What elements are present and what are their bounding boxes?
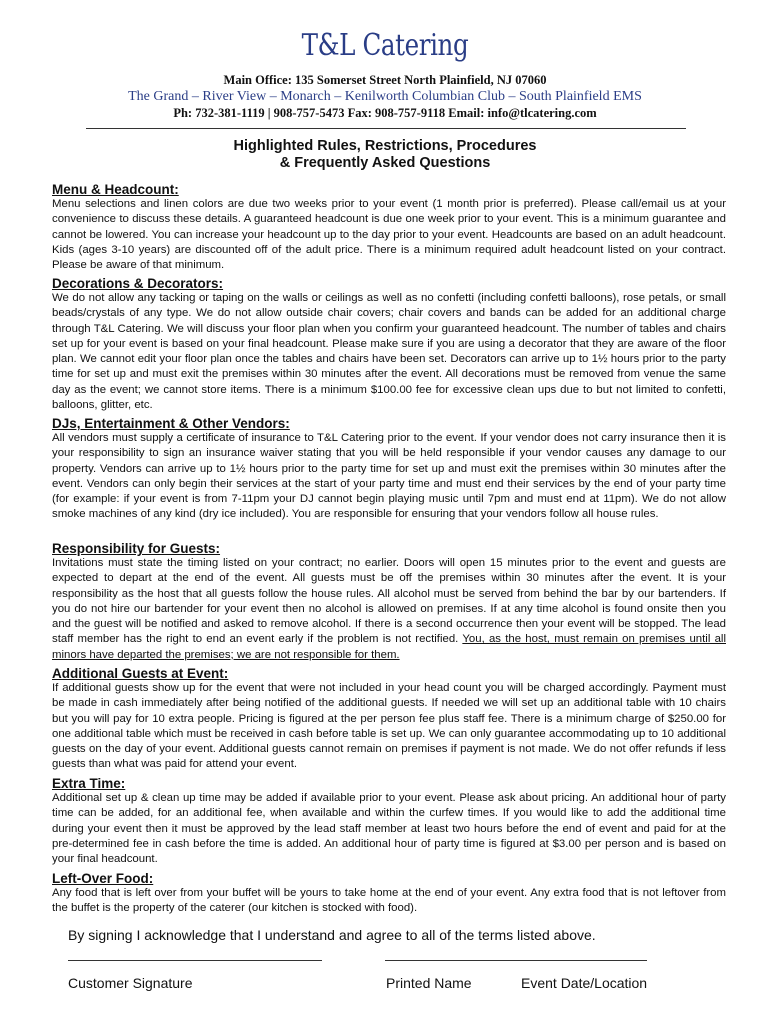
section-heading-additional-guests: Additional Guests at Event: [52,666,229,681]
document-title-line1: Highlighted Rules, Restrictions, Procedures [233,138,537,154]
section-body-leftover-food: Any food that is left over from your buffet will be yours to take home at the end of your event. Any extra food that is not leftover from the buffet is the property of the caterer (our kitchen is stocked with food). [52,887,726,915]
customer-signature-label: Customer Signature [68,975,193,991]
printed-name-date-line[interactable] [385,960,647,961]
section-heading-extra-time: Extra Time: [52,776,126,791]
customer-signature-line[interactable] [68,960,322,961]
guests-rules-text: Invitations must state the timing listed on your contract; no earlier. Doors will open 15 minutes prior to the event and guests are expected to depart at the end of the event. All guests must be off the premises within 30 minutes after the event. It is your responsibility as the host that all guests follow the house rules. All alcohol must be served from behind the bar by our bartenders. If you do not hire our bartender for your event then no alcohol is allowed on premises. If at any time alcohol is found onsite then you and the guest will be notified and asked to remove alcohol. If there is a second occurrence then your event will be stopped. The lead staff member has the right to end an event early if the problem is not rectified. [52,557,726,646]
section-heading-decorations: Decorations & Decorators: [52,276,224,291]
section-heading-guests: Responsibility for Guests: [52,541,221,556]
section-body-extra-time: Additional set up & clean up time may be added if available prior to your event. Please ask about pricing. An additional hour of party time can be added, for an additional fee, when available and within the curfew times. If you would like to add the additional time during your event then it must be approved by the lead staff member at least two hours before the end of event and paid for at the pre-determined fee in cash before the time is added. An additional hour of party time is figured at $3.00 per person and is based on your final headcount. [52,792,726,866]
section-heading-menu-headcount: Menu & Headcount: [52,182,179,197]
printed-name-label: Printed Name [386,975,472,991]
section-body-decorations: We do not allow any tacking or taping on the walls or ceilings as well as no confetti (including confetti balloons), rose petals, or small beads/crystals of any type. We do not allow outside chair covers; chair covers and bands can be added for an additional charge through T&L Catering. We will discuss your floor plan when you confirm your guaranteed headcount. The number of tables and chairs set up for your event is based on your final headcount. Please make sure if you are using a decorator that they are aware of the floor plan. We cannot edit your floor plan once the tables and chairs have been set. Decorators can arrive up to 1½ hours prior to the party time for set up and must exit the premises within 30 minutes after the event. All decorations must be removed from venue the same day as the event; we cannot store items. There is a minimum $100.00 fee for excessive clean ups due to but not limited to confetti, balloons, glitter, etc. [52,292,726,412]
event-date-location-label: Event Date/Location [521,975,648,991]
section-body-vendors: All vendors must supply a certificate of insurance to T&L Catering prior to the event. If your vendor does not carry insurance then it is your responsibility to sign an insurance waiver stating that you will be held responsible if your vendor causes any damage to our property. Vendors can arrive up to 1½ hours prior to the party time for set up and must exit the premises within 30 minutes after the event. Vendors can only begin their services at the start of your party time and must end their services by the end of your party time (for example: if your event is from 7-11pm your DJ cannot begin playing music until 7pm and must end at 11pm). We do not allow smoke machines of any kind (dry ice included). You are responsible for ensuring that your vendors follow all house rules. [52,432,726,521]
header-divider [86,128,686,129]
main-office-address: Main Office: 135 Somerset Street North Plainfield, NJ 07060 [223,73,547,87]
contact-info: Ph: 732-381-1119 | 908-757-5473 Fax: 908-757-9118 Email: info@tlcatering.com [173,106,597,120]
guests-minors-notice: You, as the host, must remain on premises until all minors have departed the premises; we are not responsible for them. [52,633,726,661]
section-body-menu-headcount: Menu selections and linen colors are due two weeks prior to your event (1 month prior is preferred). Please call/email us at your convenience to discuss these details. A guaranteed headcount is due one week prior to your event. This is a minimum guarantee and cannot be lowered. You can increase your headcount up to the day prior to your event. Headcounts are based on an adult headcount. Kids (ages 3-10 years) are discounted off of the adult price. There is a minimum required adult headcount listed on your contract. Please be aware of that minimum. [52,198,726,272]
venue-list: The Grand – River View – Monarch – Kenilworth Columbian Club – South Plainfield EMS [128,89,642,104]
section-body-additional-guests: If additional guests show up for the event that were not included in your head count you will be charged accordingly. Payment must be made in cash immediately after being notified of the additional guests. If needed we will set up an additional table with 10 chairs but you will pay for 10 extra people. Pricing is figured at the per person fee plus staff fee. There is a minimum charge of $250.00 for one additional table which must be received in cash before table is set up. We can only guarantee accommodating up to 10 additional guests on the day of your event. Additional guests cannot remain on premises if payment is not made. We do not offer refunds if less guests than what was paid for attend your event. [52,682,726,771]
company-logo: T&L Catering [301,28,469,63]
section-heading-vendors: DJs, Entertainment & Other Vendors: [52,416,290,431]
document-title-line2: & Frequently Asked Questions [279,155,491,171]
section-body-guests [52,556,726,663]
acknowledgement-statement: By signing I acknowledge that I understand and agree to all of the terms listed above. [68,927,596,943]
section-heading-leftover-food: Left-Over Food: [52,871,154,886]
